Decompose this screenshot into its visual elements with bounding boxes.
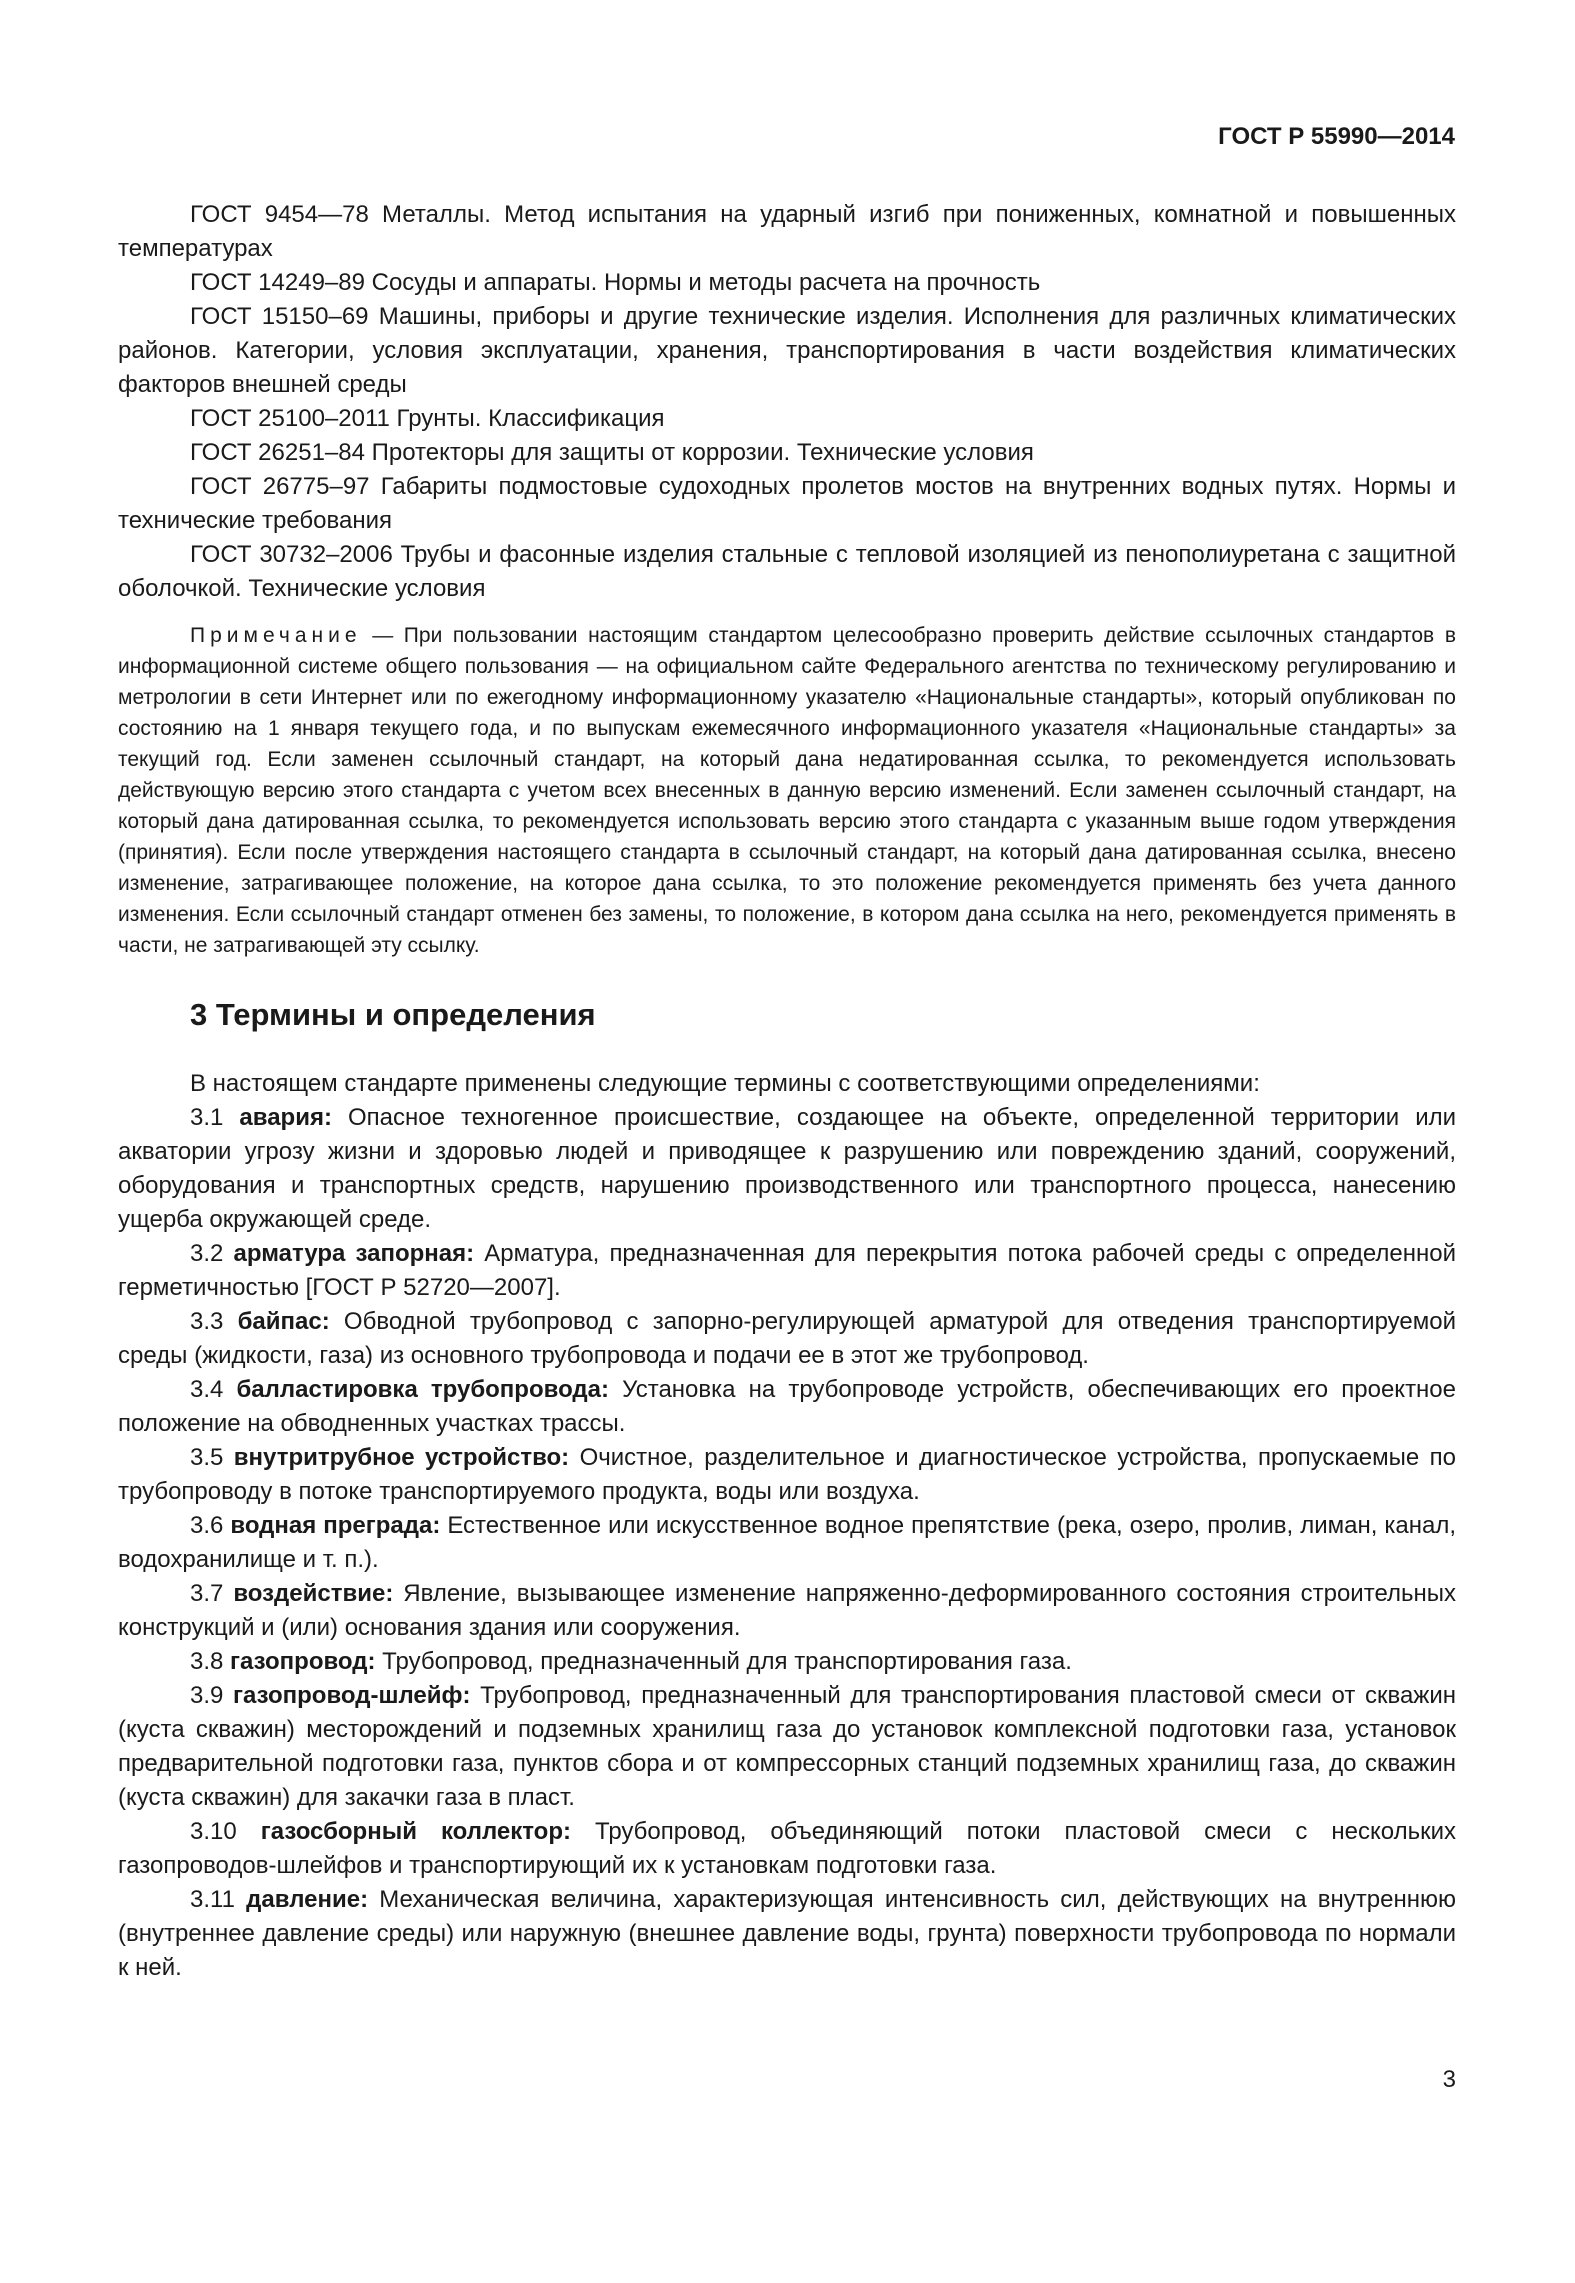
definition-item: [118, 1237, 1456, 1305]
definition-item: [118, 1509, 1456, 1577]
standard-code-header: ГОСТ Р 55990—2014: [1218, 123, 1455, 150]
term-name: арматура запорная:: [233, 1240, 475, 1267]
term-definition: Арматура, предназначенная для перекрытия потока рабочей среды с определенной герметичностью [ГОСТ Р 52720—2007].: [118, 1240, 1457, 1301]
definition-item: [118, 1101, 1456, 1237]
term-definition: Обводной трубопровод с запорно-регулирующей арматурой для отведения транспортируемой среды (жидкости, газа) из основного трубопровода и подачи ее в этот же трубопровод.: [118, 1308, 1456, 1369]
term-number: 3.4: [190, 1376, 224, 1403]
term-definition: Трубопровод, предназначенный для транспортирования пластовой смеси от скважин (куста скважин) месторождений и подземных хранилищ газа до установок комплексной подготовки газа, установок предварительной подготовки газа, пунктов сбора и от компрессорных станций подземных хранилищ газа, до скважин (куста скважин) для закачки газа в пласт.: [118, 1682, 1457, 1811]
term-definition: Естественное или искусственное водное препятствие (река, озеро, пролив, лиман, канал, водохранилище и т. п.).: [118, 1512, 1457, 1573]
term-name: газопровод-шлейф:: [233, 1682, 471, 1709]
page-number: 3: [1442, 2066, 1456, 2093]
term-number: 3.2: [190, 1240, 224, 1267]
term-name: байпас:: [237, 1308, 330, 1335]
term-name: газосборный коллектор:: [260, 1818, 571, 1845]
definition-item: [118, 1883, 1456, 1985]
term-name: балластировка трубопровода:: [236, 1376, 609, 1403]
definition-item: [118, 1373, 1456, 1441]
reference-item: ГОСТ 9454—78 Металлы. Метод испытания на ударный изгиб при пониженных, комнатной и повышенных температурах: [118, 201, 1456, 262]
term-name: газопровод:: [230, 1648, 376, 1675]
definitions-intro: В настоящем стандарте применены следующие термины с соответствующими определениями:: [190, 1070, 1260, 1097]
definition-item: [118, 1441, 1456, 1509]
reference-item: ГОСТ 30732–2006 Трубы и фасонные изделия стальные с тепловой изоляцией из пенополиуретана с защитной оболочкой. Технические условия: [118, 541, 1456, 602]
term-number: 3.6: [190, 1512, 224, 1539]
note-label: Примечание: [190, 624, 362, 647]
term-definition: Очистное, разделительное и диагностическое устройства, пропускаемые по трубопроводу в потоке транспортируемого продукта, воды или воздуха.: [118, 1444, 1457, 1505]
term-name: водная преграда:: [230, 1512, 441, 1539]
term-number: 3.10: [190, 1818, 237, 1845]
definitions-list: [118, 1067, 1456, 1985]
definition-item: [118, 1815, 1456, 1883]
term-definition: Механическая величина, характеризующая интенсивность сил, действующих на внутреннюю (внутреннее давление среды) или наружную (внешнее давление воды, грунта) поверхности трубопровода по нормали к ней.: [118, 1886, 1456, 1981]
definition-item: [118, 1305, 1456, 1373]
note-paragraph: [118, 620, 1456, 961]
definition-item: [118, 1577, 1456, 1645]
note-text: — При пользовании настоящим стандартом целесообразно проверить действие ссылочных стандартов в информационной системе общего пользования — на официальном сайте Федерального агентства по техническому регулированию и метрологии в сети Интернет или по ежегодному информационному указателю «Национальные стандарты», который опубликован по состоянию на 1 января текущего года, и по выпускам ежемесячного информационного указателя «Национальные стандарты» за текущий год. Если заменен ссылочный стандарт, на который дана недатированная ссылка, то рекомендуется использовать действующую версию этого стандарта с учетом всех внесенных в данную версию изменений. Если заменен ссылочный стандарт, на который дана датированная ссылка, то рекомендуется использовать версию этого стандарта с указанным выше годом утверждения (принятия). Если после утверждения настоящего стандарта в ссылочный стандарт, на который дана датированная ссылка, внесено изменение, затрагивающее положение, на которое дана ссылка, то это положение рекомендуется применять без учета данного изменения. Если ссылочный стандарт отменен без замены, то положение, в котором дана ссылка на него, рекомендуется применять в части, не затрагивающей эту ссылку.: [118, 624, 1456, 957]
definition-item: [118, 1645, 1456, 1679]
reference-item: ГОСТ 25100–2011 Грунты. Классификация: [190, 405, 665, 432]
term-number: 3.3: [190, 1308, 224, 1335]
term-number: 3.8: [190, 1648, 224, 1675]
term-definition: Трубопровод, объединяющий потоки пластовой смеси с нескольких газопроводов-шлейфов и транспортирующий их к установкам подготовки газа.: [118, 1818, 1457, 1879]
definition-item: [118, 1679, 1456, 1815]
term-number: 3.11: [190, 1886, 235, 1913]
term-definition: Явление, вызывающее изменение напряженно-деформированного состояния строительных конструкций и (или) основания здания или сооружения.: [118, 1580, 1456, 1641]
section-title: 3 Термины и определения: [190, 997, 596, 1032]
normative-references-list: [118, 198, 1456, 606]
reference-item: ГОСТ 26775–97 Габариты подмостовые судоходных пролетов мостов на внутренних водных путях. Нормы и технические требования: [118, 473, 1456, 534]
reference-item: ГОСТ 14249–89 Сосуды и аппараты. Нормы и методы расчета на прочность: [190, 269, 1041, 296]
term-definition: Опасное техногенное происшествие, создающее на объекте, определенной территории или акватории угрозу жизни и здоровью людей и приводящее к разрушению или повреждению зданий, сооружений, оборудования и транспортных средств, нарушению производственного или транспортного процесса, нанесению ущерба окружающей среде.: [118, 1104, 1457, 1233]
term-name: воздействие:: [233, 1580, 394, 1607]
reference-item: ГОСТ 26251–84 Протекторы для защиты от коррозии. Технические условия: [190, 439, 1034, 466]
term-number: 3.1: [190, 1104, 224, 1131]
page-content: [118, 198, 1456, 1985]
term-definition: Трубопровод, предназначенный для транспортирования газа.: [382, 1648, 1072, 1675]
term-number: 3.5: [190, 1444, 224, 1471]
term-definition: Установка на трубопроводе устройств, обеспечивающих его проектное положение на обводненных участках трассы.: [118, 1376, 1457, 1437]
term-number: 3.9: [190, 1682, 224, 1709]
term-name: давление:: [246, 1886, 369, 1913]
term-name: внутритрубное устройство:: [233, 1444, 570, 1471]
term-name: авария:: [239, 1104, 332, 1131]
reference-item: ГОСТ 15150–69 Машины, приборы и другие технические изделия. Исполнения для различных климатических районов. Категории, условия эксплуатации, хранения, транспортирования в части воздействия климатических факторов внешней среды: [118, 303, 1456, 398]
term-number: 3.7: [190, 1580, 224, 1607]
